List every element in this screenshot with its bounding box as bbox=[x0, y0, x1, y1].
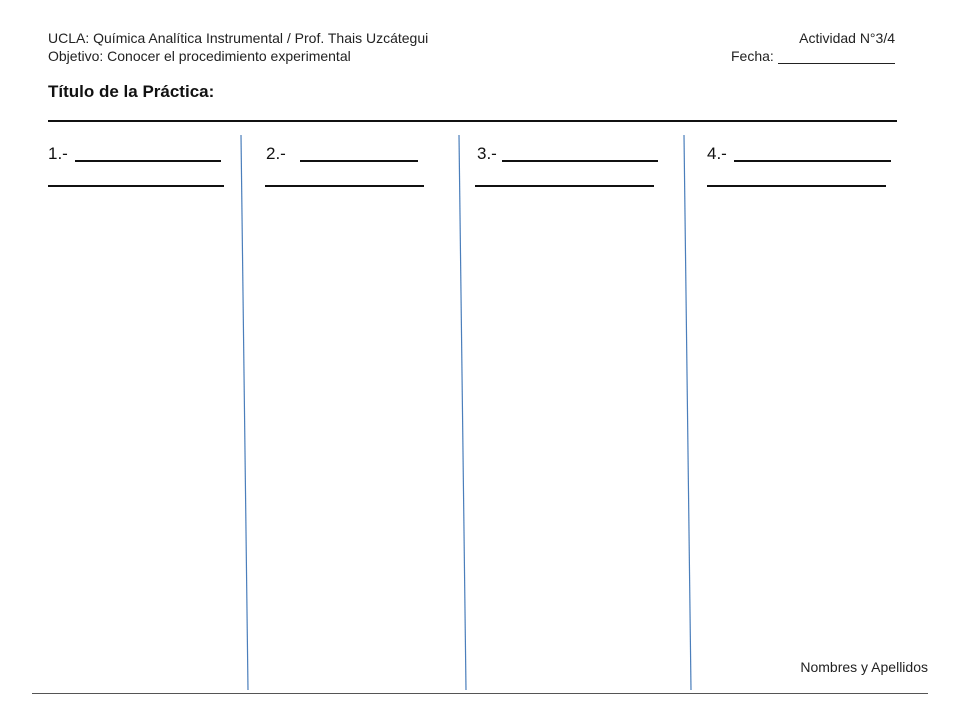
names-label: Nombres y Apellidos bbox=[800, 659, 928, 675]
activity-number: Actividad N°3/4 bbox=[799, 30, 895, 46]
column-1-number: 1.- bbox=[48, 144, 68, 163]
divider-line-1 bbox=[241, 135, 248, 690]
column-3-number: 3.- bbox=[477, 144, 497, 163]
objective-text: Objetivo: Conocer el procedimiento experimental bbox=[48, 48, 351, 64]
column-2-number: 2.- bbox=[266, 144, 286, 163]
date-label: Fecha: bbox=[731, 48, 774, 64]
divider-line-3 bbox=[684, 135, 691, 690]
divider-line-2 bbox=[459, 135, 466, 690]
column-4-number: 4.- bbox=[707, 144, 727, 163]
footer-line bbox=[32, 693, 928, 694]
course-info: UCLA: Química Analítica Instrumental / Prof. Thais Uzcátegui bbox=[48, 30, 429, 46]
practice-title-label: Título de la Práctica: bbox=[48, 82, 215, 101]
